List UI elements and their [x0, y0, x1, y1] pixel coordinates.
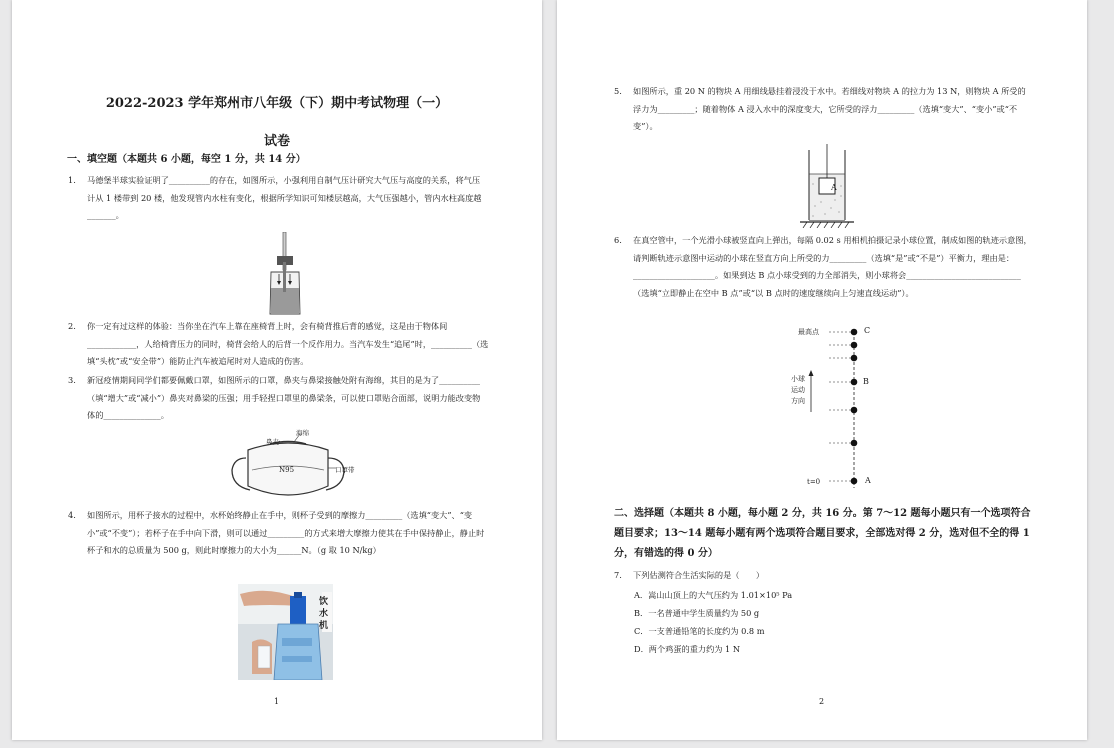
document-page-1 [12, 0, 542, 740]
question-number: 7. [614, 570, 622, 580]
label-point-b: B [863, 377, 869, 386]
paper-title: 2022-2023 学年郑州市八年级（下）期中考试物理（一） [105, 96, 449, 111]
ball-trajectory-diagram [829, 324, 869, 490]
label-direction-line3: 方向 [791, 397, 805, 405]
option-c: C．一支普通铅笔的长度约为 0.8 m [634, 626, 765, 636]
section-heading-multiple-choice: 二、选择题（本题共 8 小题，每小题 2 分，共 16 分。第 7～12 题每小题只有一个选项符合题目要求；13～14 题每小题有两个选项符合题目要求，全部选对得 2 分，选对但不全的得 1 分，有错选的得 0 分） [614, 508, 1031, 559]
beaker-block-figure [797, 144, 857, 228]
question-text: 新冠疫情期间同学们都要佩戴口罩，如图所示的口罩，鼻夹与鼻梁接触处附有海绵，其目的是为了__________（填“增大”或“减小”）鼻夹对鼻梁的压强；用手轻捏口罩里的鼻梁条，可以使口罩贴合面部，说明力能改变物体的______________。 [87, 375, 481, 420]
paper-subtitle: 试卷 [263, 134, 290, 149]
page-number: 1 [274, 697, 280, 706]
barometer-figure [267, 232, 303, 316]
option-a: A．嵩山山顶上的大气压约为 1.01×10⁵ Pa [634, 590, 793, 600]
question-text: 下列估测符合生活实际的是（ ） [633, 570, 765, 580]
question-1 [68, 172, 487, 225]
question-number: 3. [68, 375, 76, 385]
question-text: 马德堡半球实验证明了__________的存在，如图所示，小强利用自制气压计研究大气压与高度的关系，将气压计从 1 楼带到 20 楼，他发现管内水柱有变化，根据所学知识可知楼层越高，大气压强越小，管内水柱高度越_______。 [87, 175, 482, 220]
block-a-label: A [831, 183, 837, 192]
question-text: 在真空管中，一个光滑小球被竖直向上弹出，每隔 0.02 s 用相机拍摄记录小球位置，制成如图的轨迹示意图，请判断轨迹示意图中运动的小球在竖直方向上所受的力_________（选填“是”或“不是”）平衡力，理由是：____________________。如果到达 B 点小球受到的力全部消失，则小球将会____________________________（选填“立即静止在空中 B 点”或“以 B 点时的速度继续向上匀速直线运动”）。 [633, 235, 1032, 298]
question-number: 4. [68, 510, 76, 520]
question-5 [614, 83, 1033, 136]
document-page-2 [557, 0, 1087, 740]
question-6 [614, 232, 1033, 302]
question-4 [68, 507, 487, 560]
question-number: 1. [68, 175, 76, 185]
option-b: B．一名普通中学生质量约为 50 g [634, 608, 760, 618]
question-text: 如图所示，重 20 N 的物块 A 用细线悬挂着浸没于水中。若细线对物块 A 的拉力为 13 N，则物块 A 所受的浮力为_________；随着物体 A 浸入水中的深度变大，它所受的浮力_________（选填“变大”、“变小”或“不变”）。 [633, 86, 1026, 131]
label-direction-line2: 运动 [791, 386, 805, 394]
label-motion-direction [789, 374, 807, 407]
question-text: 你一定有过这样的体验：当你坐在汽车上靠在座椅背上时，会有椅背推后背的感觉，这是由于物体间____________，人给椅背压力的同时，椅背会给人的后背一个反作用力。当汽车发生“追尾”时，__________（选填“头枕”或“安全带”）能防止汽车被追尾时对人造成的伤害。 [87, 321, 489, 366]
page-number: 2 [819, 697, 825, 706]
section-heading-fill-in: 一、填空题（本题共 6 小题，每空 1 分，共 14 分） [67, 154, 306, 165]
up-arrow-icon [808, 370, 814, 412]
label-water-dispenser: 饮水机 [319, 597, 329, 631]
label-direction-line1: 小球 [791, 375, 805, 383]
question-7 [614, 567, 1033, 585]
label-sponge: 海绵 [296, 429, 309, 437]
option-d: D．两个鸡蛋的重力约为 1 N [634, 644, 741, 654]
label-n95: N95 [279, 466, 295, 474]
question-3 [68, 372, 487, 425]
question-text: 如图所示，用杯子接水的过程中，水杯始终静止在手中，则杯子受到的摩擦力_________（选填“变大”、“变小”或“不变”）；若杯子在手中向下滑，则可以通过_________的方式来增大摩擦力使其在手中保持静止，静止时杯子和水的总质量为 500 g，则此时摩擦力的大小为______N。（g 取 10 N/kg） [87, 510, 485, 555]
question-number: 6. [614, 235, 622, 245]
question-2 [68, 318, 497, 371]
question-number: 2. [68, 321, 76, 331]
label-point-c: C [864, 326, 871, 335]
label-point-a: A [865, 476, 871, 485]
label-mask-strap: 口罩带 [335, 466, 355, 474]
label-highest-point: 最高点 [798, 328, 819, 336]
label-nose-clip: 鼻夹 [266, 438, 279, 446]
question-number: 5. [614, 86, 622, 96]
label-t0: t=0 [807, 478, 821, 486]
